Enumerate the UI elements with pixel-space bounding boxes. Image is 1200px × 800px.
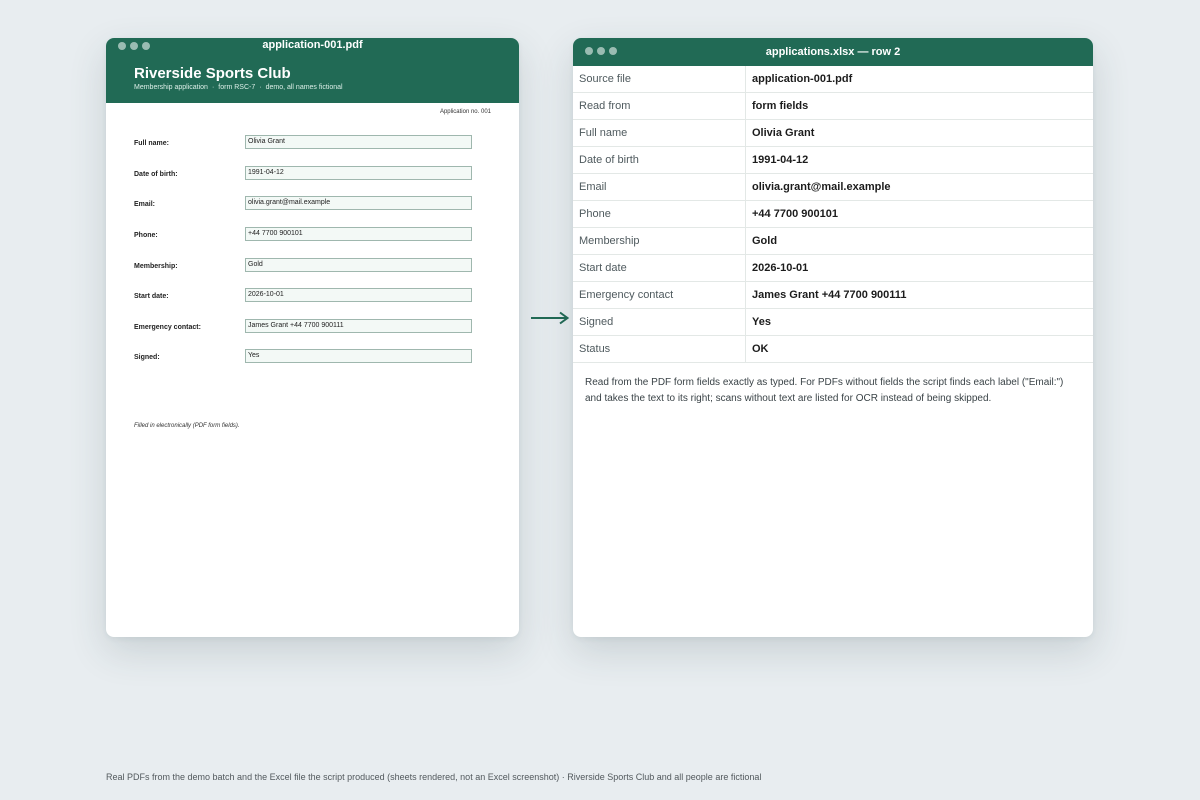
row-value[interactable]: form fields	[746, 93, 1094, 120]
row-key[interactable]: Email	[573, 174, 746, 201]
table-row	[573, 336, 1093, 363]
table-row	[573, 120, 1093, 147]
row-value[interactable]: 2026-10-01	[746, 255, 1094, 282]
table-row	[573, 66, 1093, 93]
form-row-start-date	[134, 288, 474, 304]
extraction-note: Read from the PDF form fields exactly as typed. For PDFs without fields the script finds each label ("Email:") and takes the text to its right; scans without text are listed for OCR instead of being skipped.	[585, 377, 1064, 404]
application-number: Application no. 001	[439, 109, 491, 115]
sheet-window-title: applications.xlsx — row 2	[765, 46, 901, 58]
row-value[interactable]: OK	[746, 336, 1094, 363]
row-key[interactable]: Full name	[573, 120, 746, 147]
table-row	[573, 255, 1093, 282]
arrow-right-icon	[530, 311, 570, 325]
sheet-header	[573, 38, 1093, 66]
emergency-contact-field[interactable]: James Grant +44 7700 900111	[245, 319, 472, 333]
sheet-window	[573, 38, 1093, 637]
row-key[interactable]: Emergency contact	[573, 282, 746, 309]
phone-field[interactable]: +44 7700 900101	[245, 227, 472, 241]
table-row	[573, 228, 1093, 255]
row-key[interactable]: Date of birth	[573, 147, 746, 174]
row-value[interactable]: olivia.grant@mail.example	[746, 174, 1094, 201]
club-name: Riverside Sports Club	[134, 65, 291, 82]
table-row	[573, 147, 1093, 174]
start-date-field[interactable]: 2026-10-01	[245, 288, 472, 302]
field-label: Phone:	[134, 232, 158, 239]
row-value[interactable]: 1991-04-12	[746, 147, 1094, 174]
email-field[interactable]: olivia.grant@mail.example	[245, 196, 472, 210]
table-row	[573, 174, 1093, 201]
field-label: Email:	[134, 201, 156, 208]
page-caption: Real PDFs from the demo batch and the Excel file the script produced (sheets rendered, not an Excel screenshot) · Riverside Sports Club and all people are fictional	[106, 772, 762, 782]
membership-field[interactable]: Gold	[245, 258, 472, 272]
subtitle-separator: ·	[211, 84, 215, 91]
table-row	[573, 201, 1093, 228]
field-label: Signed:	[134, 354, 160, 361]
pdf-footnote: Filled in electronically (PDF form fields).	[134, 423, 240, 429]
row-key[interactable]: Source file	[573, 66, 746, 93]
form-row-date-of-birth	[134, 166, 474, 182]
row-value[interactable]: Gold	[746, 228, 1094, 255]
table-row	[573, 282, 1093, 309]
subtitle-form-type: Membership application	[134, 84, 208, 91]
row-key[interactable]: Signed	[573, 309, 746, 336]
row-key[interactable]: Status	[573, 336, 746, 363]
row-key[interactable]: Phone	[573, 201, 746, 228]
form-subtitle	[134, 84, 343, 91]
row-value[interactable]: +44 7700 900101	[746, 201, 1094, 228]
form-row-membership	[134, 258, 474, 274]
subtitle-separator: ·	[259, 84, 262, 91]
date-of-birth-field[interactable]: 1991-04-12	[245, 166, 472, 180]
sheet-table	[573, 66, 1093, 363]
row-value[interactable]: Olivia Grant	[746, 120, 1094, 147]
form-row-signed	[134, 349, 474, 365]
row-value[interactable]: James Grant +44 7700 900111	[746, 282, 1094, 309]
field-label: Emergency contact:	[134, 324, 201, 331]
signed-field[interactable]: Yes	[245, 349, 472, 363]
field-label: Date of birth:	[134, 171, 178, 178]
pdf-window-title: application-001.pdf	[262, 39, 363, 51]
row-value[interactable]: Yes	[746, 309, 1094, 336]
form-row-phone	[134, 227, 474, 243]
form-row-full-name	[134, 135, 474, 151]
pdf-window	[106, 38, 519, 637]
table-row	[573, 93, 1093, 120]
field-label: Start date:	[134, 293, 169, 300]
pdf-header	[106, 38, 519, 103]
field-label: Membership:	[134, 263, 178, 270]
full-name-field[interactable]: Olivia Grant	[245, 135, 472, 149]
subtitle-demo-note: demo, all names fictional	[265, 84, 343, 91]
field-label: Full name:	[134, 140, 170, 147]
row-value[interactable]: application-001.pdf	[746, 66, 1094, 93]
row-key[interactable]: Read from	[573, 93, 746, 120]
row-key[interactable]: Start date	[573, 255, 746, 282]
form-row-email	[134, 196, 474, 212]
subtitle-form-code: form RSC-7	[218, 84, 256, 91]
row-key[interactable]: Membership	[573, 228, 746, 255]
table-row	[573, 309, 1093, 336]
form-row-emergency-contact	[134, 319, 474, 335]
